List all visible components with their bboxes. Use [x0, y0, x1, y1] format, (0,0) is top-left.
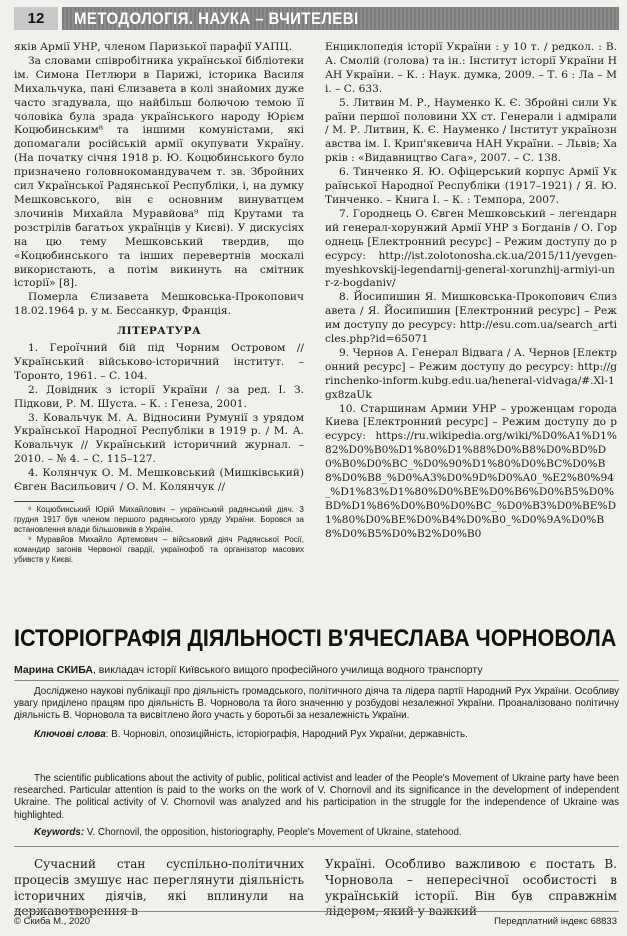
literature-heading: ЛІТЕРАТУРА	[116, 325, 202, 338]
author-name: Марина СКИБА	[14, 664, 93, 676]
abstract-uk	[14, 686, 619, 723]
keywords-en-label: Keywords:	[34, 827, 85, 838]
abstract-en-text: The scientific publications about the activity of public, political activist and leader of the People's Movement of Ukraine party have been researched. Particular attention is paid to the works on the work of V. Chornovil and its significance in the development of independent Ukraine. The political activity of V. Chornovil was analyzed and his participation in the struggle for the independence of Ukraine was highlighted.	[14, 773, 619, 821]
body-paragraph: Україні. Особливо важливою є постать В. Чорновола – непересічної особистості в українській історії. Він був справжнім лідером, який у важкий	[325, 857, 617, 919]
keywords-uk-text: : В. Чорновіл, опозиційність, історіографія, Народний Рух України, державність.	[105, 729, 468, 740]
reference-item: 1. Героїчний бій під Чорним Островом // Український військово-історичний інститут. – Торонто, 1961. – С. 104.	[14, 342, 304, 382]
footnote-divider	[14, 501, 74, 502]
reference-item: Енциклопедія історії України : у 10 т. / редкол. : В. А. Смолій (голова) та ін.: Інститут історії України НАН України. – К. : Наук. думка, 2009. – Т. 6 : Ла – Мі. – С. 633.	[325, 41, 617, 95]
footer-copyright: © Скиба М., 2020	[14, 916, 91, 927]
reference-item: 10. Старшинам Армии УНР – уроженцам города Киева [Електронний ресурс] – Режим доступу до ресурсу: https://ru.wikipedia.org/wiki/%D0%A1%D1%82%D0%B0%D1%80%D1%88%D0%B8%D0%BD%D0%B0%D0%BC_%D0%90%D1%80%D0%BC%D0%B8%D0%B8_%D0%A3%D0%9D%D0%A0_%E2%80%94_%D1%83%D1%80%D0%BE%D0%B6%D0%B5%D0%BD%D1%86%D0%B0%D0%BC_%D0%B3%D0%BE%D1%80%D0%BE%D0%B4%D0%B0_%D0%9A%D0%B8%D0%B5%D0%B2%D0%B0	[325, 402, 617, 540]
footnote: ⁸ Коцюбинський Юрій Михайлович – український радянський діяч. З грудня 1917 був членом першого радянського уряду України. Боровся за встановлення влади більшовиків в Україні.	[14, 505, 304, 534]
divider	[14, 846, 619, 847]
keywords-uk-label: Ключові слова	[34, 729, 106, 740]
page-header	[14, 7, 619, 30]
abstract-uk-text: Досліджено наукові публікації про діяльність громадського, політичного діяча та лідера партії Народний Рух України. Особливу увагу приділено працям про діяльність В. Чорновола та його значенню у розбудові незалежної України. Проаналізовано політичну діяльність В. Чорновола та висвітлено його участь у боротьбі за незалежність України.	[14, 686, 619, 722]
page-number: 12	[14, 7, 58, 30]
footer-index: Передплатний індекс 68833	[494, 916, 617, 927]
article-title: ІСТОРІОГРАФІЯ ДІЯЛЬНОСТІ В'ЯЧЕСЛАВА ЧОРНОВОЛА	[14, 625, 617, 652]
paragraph: Померла Єлизавета Мешковська-Прокопович 18.02.1964 р. у м. Бессанкур, Франція.	[14, 291, 304, 318]
right-column	[325, 41, 617, 542]
reference-item: 5. Литвин М. Р., Науменко К. Є. Збройні сили України першої половини ХХ ст. Генерали і адмірали / М. Р. Литвин, К. Є. Науменко / Інститут українознавства ім. І. Крип'якевича НАН України. – Львів; Харків : «Видавництво Сага», 2007. – С. 138.	[325, 96, 617, 165]
author-line	[14, 664, 619, 676]
paragraph: За словами співробітника української бібліотеки ім. Симона Петлюри в Парижі, історика Василя Михальчука, пані Єлизавета в колі знайомих дуже часто згадувала, що найбільш болючою темою її чоловіка була зрада українського народу Юрієм Коцюбинським⁸ та іншими комуністами, які допомагали російській армії окупувати Україну. (На початку січня 1918 р. Ю. Коцюбинського було призначено головнокомандувачем т. зв. Збройних сил Української Радянської Республіки, і, на думку Мешковського, він є основним винуватцем злочинів Михайла Муравйова⁹ під Крутами та розстрілів багатьох українців у Києві). У дискусіях на цю тему Мешковський твердив, що «Коцюбинського та інших перевертнів москалі використають, а потім викинуть на смітник історії» [8].	[14, 54, 304, 290]
reference-item: 4. Колянчук О. М. Мешковський (Мишківський) Євген Васильович / О. М. Колянчук //	[14, 467, 304, 494]
reference-item: 2. Довідник з історії України / за ред. І. З. Підкови, Р. М. Шуста. – К. : Генеза, 2001.	[14, 383, 304, 410]
keywords-en	[14, 827, 619, 839]
section-title: МЕТОДОЛОГІЯ. НАУКА – ВЧИТЕЛЕВІ	[74, 9, 359, 28]
body-paragraph: Сучасний стан суспільно-політичних процесів змушує нас переглянути діяльність історичних діячів, які вплинули на державотворення в	[14, 857, 304, 919]
keywords-uk	[14, 729, 619, 741]
left-column	[14, 41, 304, 565]
keywords-en-text: V. Chornovil, the opposition, historiography, People's Movement of Ukraine, statehood.	[84, 827, 462, 838]
reference-item: 8. Йосипишин Я. Мишковська-Прокопович Єлизавета / Я. Йосипишин [Електронний ресурс] – Режим доступу до ресурсу: http://esu.com.ua/search_articles.php?id=65071	[325, 291, 617, 346]
reference-item: 3. Ковальчук М. А. Відносини Румунії з урядом Української Народної Республіки в 1919 р. / М. А. Ковальчук // Український історичний журнал. – 2010. – № 4. – С. 115–127.	[14, 411, 304, 466]
footnote: ⁹ Муравйов Михайло Артемович – військовий діяч Радянської Росії, командир загонів Червоної гвардії, українофоб та організатор масових убивств у Києві.	[14, 535, 304, 564]
divider	[14, 680, 619, 681]
abstract-en	[14, 773, 619, 822]
paragraph: яків Армії УНР, членом Паризької парафії УАПЦ.	[14, 41, 293, 53]
author-affiliation: , викладач історії Київського вищого професійного училища водного транспорту	[92, 664, 483, 676]
reference-item: 6. Тинченко Я. Ю. Офіцерський корпус Армії Української Народної Республіки (1917–1921) / Я. Ю. Тинченко. – Книга І. – К. : Темпора, 2007.	[325, 166, 617, 206]
footer-divider	[14, 911, 619, 912]
reference-item: 9. Чернов А. Генерал Відвага / А. Чернов [Електронний ресурс] – Режим доступу до ресурсу: http://grinchenko-inform.kubg.edu.ua/heneral-vidvaga/#.Xl-1gx8zaUk	[325, 346, 617, 401]
reference-item: 7. Городнець О. Євген Мешковський – легендарний генерал-хорунжий Армії УНР з Богданів / О. Городнець [Електронний ресурс] – Режим доступу до ресурсу: http://ist.zolotonosha.ck.ua/2015/11/yevgen-myeshkovskij-legendarnij-general-xorunzhij-armiyi-unr-z-bogdaniv/	[325, 207, 617, 290]
